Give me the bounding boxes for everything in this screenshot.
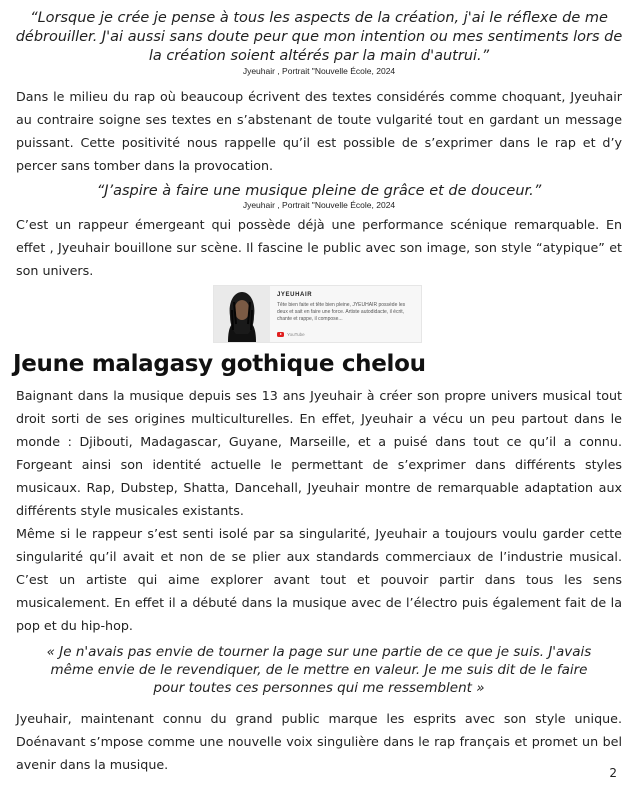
quote-line: pour toutes ces personnes qui me ressemblent »	[153, 680, 485, 696]
youtube-card[interactable]	[213, 285, 422, 343]
video-title: JYEUHAIR	[277, 292, 313, 298]
video-source	[277, 332, 305, 337]
paragraph-musical-origins: Baignant dans la musique depuis ses 13 ans Jyeuhair à créer son propre univers musical tout droit sorti de ses origines multiculturelles. En effet, Jyeuhair a vécu un peu partout dans le monde : Djibouti, Madagascar, Guyane, Marseille, et a puisé dans tout ce qu’il a connu. Forgeant ainsi son identité actuelle le permettant de s’exprimer dans différents styles musicaux. Rap, Dubstep, Shatta, Dancehall, Jyeuhair montre de remarquable adaptation aux différents style musicales existants.	[16, 388, 622, 518]
section-heading: Jeune malagasy gothique chelou	[13, 351, 426, 377]
quote-line: la création soient altérés par la main d'autrui.”	[148, 48, 490, 64]
quote-line: “Lorsque je crée je pense à tous les aspects de la création, j'ai le réflexe de me	[30, 10, 608, 26]
quote-line: débrouiller. J'ai aussi sans doute peur que mon intention ou mes sentiments lors de	[15, 29, 623, 45]
paragraph-conclusion: Jyeuhair, maintenant connu du grand public marque les esprits avec son style unique. Doénavant s’mpose comme une nouvelle voix singulière dans le rap français et promet un bel avenir dans la musique.	[16, 711, 622, 772]
video-description: Tête bien faite et tête bien pleine, JYEUHAIR possède les deux et sait en faire une force. Artiste autodidacte, il écrit, chante et rappe, il compose...	[277, 302, 406, 322]
quote-line: « Je n'avais pas envie de tourner la page sur une partie de ce que je suis. J'avais	[46, 644, 592, 660]
page-number: 2	[609, 766, 617, 780]
aspiration-quote: “J’aspire à faire une musique pleine de grâce et de douceur.”	[96, 183, 542, 199]
video-source-label: YouTube	[287, 332, 305, 337]
identity-quote	[0, 643, 638, 697]
quote-line: même envie de le revendiquer, de le mettre en valeur. Je me suis dit de le faire	[50, 662, 588, 678]
paragraph-stage-performance: C’est un rappeur émergeant qui possède déjà une performance scénique remarquable. En effet , Jyeuhair bouillone sur scène. Il fascine le public avec son image, son style “atypique” et son univers.	[16, 217, 622, 278]
paragraph-singularity: Même si le rappeur s’est senti isolé par sa singularité, Jyeuhair a toujours voulu garder cette singularité qu’il avait et non de se plier aux standards commerciaux de l’industrie musical. C’est un artiste qui aime explorer avant tout et pouvoir partir dans tous les sens musicalement. En effet il a débuté dans la musique avec de l’électro puis également fait de la pop et du hip-hop.	[16, 526, 622, 633]
opening-quote	[0, 9, 638, 66]
quote-credit: Jyeuhair , Portrait "Nouvelle École, 2024	[242, 200, 396, 210]
quote-credit: Jyeuhair , Portrait "Nouvelle École, 2024	[242, 66, 396, 76]
youtube-logo-icon	[277, 332, 284, 337]
artist-portrait-image	[214, 286, 270, 342]
paragraph-rap-positivity: Dans le milieu du rap où beaucoup écrivent des textes considérés comme choquant, Jyeuhair au contraire soigne ses textes en s’abstenant de toute vulgarité tout en gardant un message puissant. Cette positivité nous rappelle qu’il est possible de s’exprimer dans le rap et d’y percer sans tomber dans la provocation.	[16, 89, 622, 173]
